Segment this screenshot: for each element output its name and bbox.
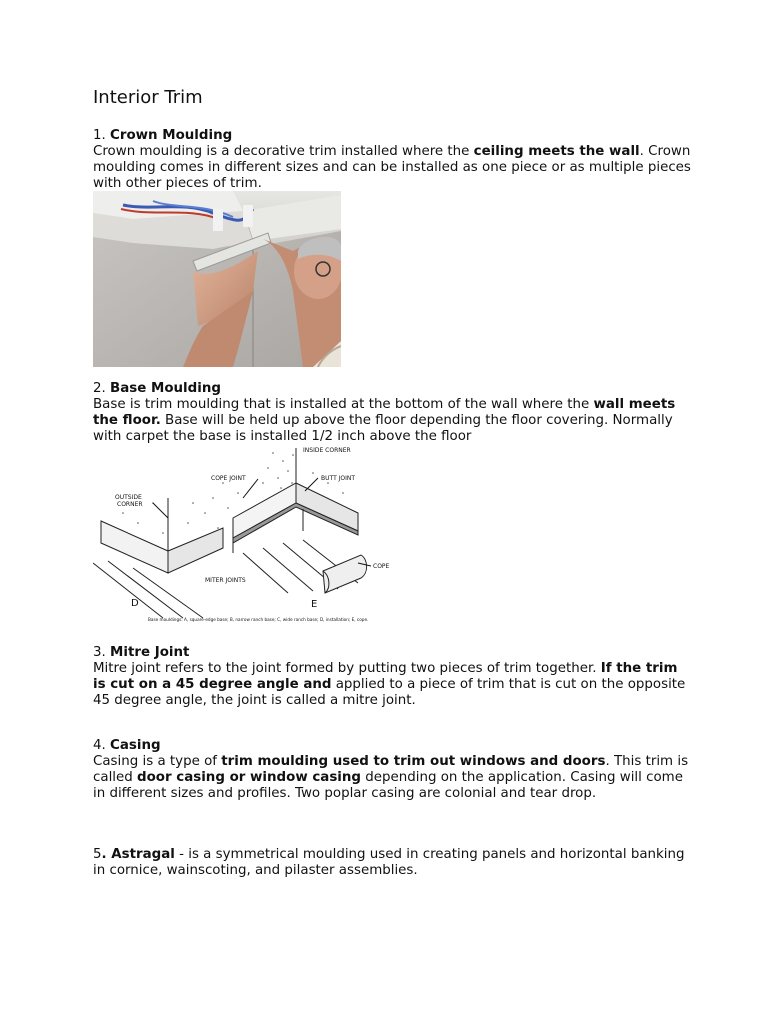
section-heading-text: Crown Moulding <box>110 128 233 143</box>
crown-moulding-photo <box>93 191 341 367</box>
section-number: 4. <box>93 738 106 753</box>
section-heading <box>93 645 693 661</box>
section-heading <box>93 128 693 144</box>
diagram-label-mitre-joints: MITER JOINTS <box>205 577 246 584</box>
diagram-label-e: E <box>311 599 318 610</box>
section-number: 3. <box>93 645 106 660</box>
section-heading <box>93 738 693 754</box>
diagram-label-cope: COPE <box>373 563 390 570</box>
section-crown-moulding <box>93 128 693 192</box>
diagram-label-cope-joint: COPE JOINT <box>211 475 246 482</box>
section-body: 5. Astragal - is a symmetrical moulding used in creating panels and horizontal banking in cornice, wainscoting, and pilaster assemblies. <box>93 847 685 878</box>
section-body: Mitre joint refers to the joint formed by putting two pieces of trim together. If the trim is cut on a 45 degree angle and applied to a piece of trim that is cut on the opposite 45 degree angle, the joint is called a mitre joint. <box>93 661 686 708</box>
section-body: Crown moulding is a decorative trim installed where the ceiling meets the wall. Crown moulding comes in different sizes and can be installed as one piece or as multiple pieces with other pieces of trim. <box>93 144 691 191</box>
section-casing <box>93 738 693 802</box>
section-number: 2. <box>93 381 106 396</box>
page-title: Interior Trim <box>93 87 203 108</box>
diagram-caption: Base mouldings: A, square-edge base; B, narrow ranch base; C, wide ranch base; D, installation; E, cope. <box>148 617 369 622</box>
section-number: 5 <box>93 847 102 862</box>
section-number: 1. <box>93 128 106 143</box>
diagram-label-corner: CORNER <box>117 501 143 508</box>
section-base-moulding <box>93 381 693 445</box>
diagram-label-outside: OUTSIDE <box>115 494 142 501</box>
section-heading-text: Base Moulding <box>110 381 221 396</box>
diagram-label-d: D <box>131 598 139 609</box>
diagram-label-butt-joint: BUTT JOINT <box>321 475 356 482</box>
base-moulding-diagram <box>93 443 405 628</box>
section-mitre-joint <box>93 645 693 709</box>
section-heading-text: . Astragal <box>101 847 175 862</box>
section-heading-text: Mitre Joint <box>110 645 190 660</box>
section-astragal <box>93 847 693 879</box>
section-body: Base is trim moulding that is installed at the bottom of the wall where the wall meets the floor. Base will be held up above the floor depending the floor covering. Normally with carpet the base is installed 1/2 inch above the floor <box>93 397 676 444</box>
section-body: Casing is a type of trim moulding used to trim out windows and doors. This trim is called door casing or window casing depending on the application. Casing will come in different sizes and profiles. Two poplar casing are colonial and tear drop. <box>93 754 689 801</box>
section-heading <box>93 381 693 397</box>
section-heading-text: Casing <box>110 738 161 753</box>
diagram-label-inside-corner: INSIDE CORNER <box>303 447 351 454</box>
